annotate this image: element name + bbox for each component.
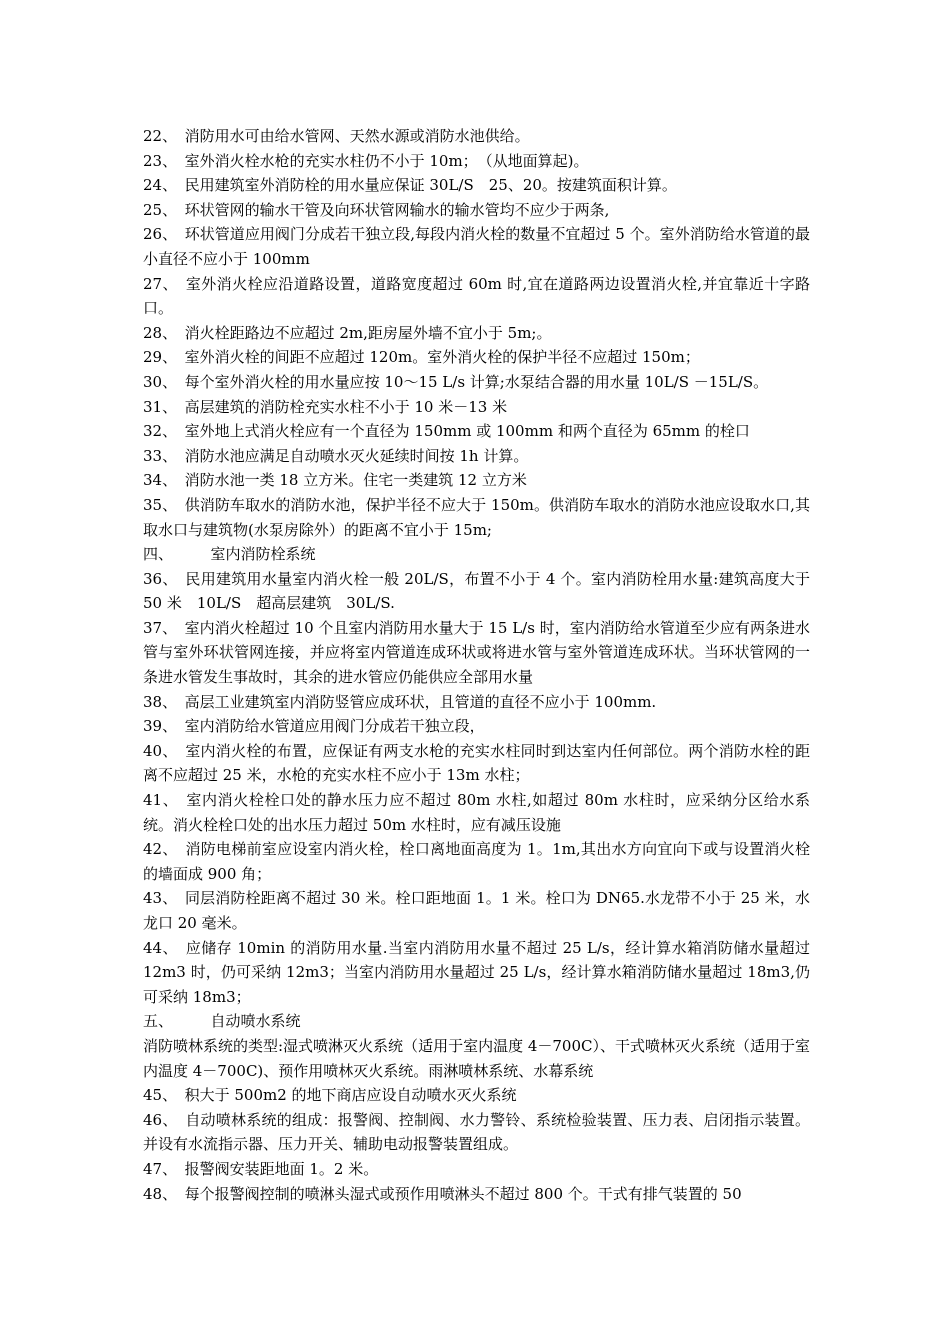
paragraph-24: 24、 民用建筑室外消防栓的用水量应保证 30L/S 25、20。按建筑面积计算。	[143, 176, 677, 195]
paragraph-23: 23、 室外消火栓水枪的充实水柱仍不小于 10m； （从地面算起)。	[143, 151, 589, 170]
section-heading-4: 四、 室内消防栓系统	[143, 545, 316, 564]
paragraph-sprinkler-types: 消防喷林系统的类型:湿式喷淋灭火系统（适用于室内温度 4－700C）、干式喷林灭火系统（适用于室内温度 4－700C)、预作用喷林灭火系统。雨淋喷林系统、水幕系统	[143, 1036, 810, 1080]
paragraph-40: 40、 室内消火栓的布置，应保证有两支水枪的充实水柱同时到达室内任何部位。两个消防水栓的距离不应超过 25 米，水枪的充实水柱不应小于 13m 水柱；	[143, 741, 810, 785]
paragraph-37: 37、 室内消火栓超过 10 个且室内消防用水量大于 15 L/s 时，室内消防给水管道至少应有两条进水管与室外环状管网连接，并应将室内管道连成环状或将进水管与室外管道连成环状。当环状管网的一条进水管发生事故时，其余的进水管应仍能供应全部用水量	[143, 618, 810, 687]
paragraph-45: 45、 积大于 500m2 的地下商店应设自动喷水灭火系统	[143, 1086, 517, 1105]
paragraph-26: 26、 环状管道应用阀门分成若干独立段,每段内消火栓的数量不宜超过 5 个。室外消防给水管道的最小直径不应小于 100mm	[143, 225, 810, 268]
paragraph-31: 31、 高层建筑的消防栓充实水柱不小于 10 米－13 米	[143, 397, 508, 416]
paragraph-34: 34、 消防水池一类 18 立方米。住宅一类建筑 12 立方米	[143, 471, 527, 490]
paragraph-47: 47、 报警阀安装距地面 1。2 米。	[143, 1159, 379, 1178]
paragraph-42: 42、 消防电梯前室应设室内消火栓，栓口离地面高度为 1。1m,其出水方向宜向下或与设置消火栓的墙面成 900 角；	[143, 840, 810, 883]
paragraph-46: 46、 自动喷林系统的组成：报警阀、控制阀、水力警铃、系统检验装置、压力表、启闭指示装置。并设有水流指示器、压力开关、辅助电动报警装置组成。	[143, 1110, 810, 1154]
paragraph-44: 44、 应储存 10min 的消防用水量.当室内消防用水量不超过 25 L/s，经计算水箱消防储水量超过 12m3 时，仍可采纳 12m3；当室内消防用水量超过 25 L/s，经计算水箱消防储水量超过 18m3,仍可采纳 18m3；	[143, 938, 810, 1006]
section-heading-5: 五、 自动喷水系统	[143, 1012, 301, 1031]
document-body	[143, 124, 810, 1206]
paragraph-43: 43、 同层消防栓距离不超过 30 米。栓口距地面 1。1 米。栓口为 DN65.水龙带不小于 25 米，水龙口 20 毫米。	[143, 889, 810, 932]
paragraph-39: 39、 室内消防给水管道应用阀门分成若干独立段，	[143, 717, 485, 736]
paragraph-25: 25、 环状管网的输水干管及向环状管网输水的输水管均不应少于两条,	[143, 200, 610, 219]
paragraph-22: 22、 消防用水可由给水管网、天然水源或消防水池供给。	[143, 127, 530, 145]
paragraph-35: 35、 供消防车取水的消防水池，保护半径不应大于 150m。供消防车取水的消防水池应设取水口,其取水口与建筑物(水泵房除外）的距离不宜小于 15m;	[143, 495, 810, 539]
paragraph-32: 32、 室外地上式消火栓应有一个直径为 150mm 或 100mm 和两个直径为 65mm 的栓口	[143, 422, 750, 441]
paragraph-33: 33、 消防水池应满足自动喷水灭火延续时间按 1h 计算。	[143, 446, 529, 465]
paragraph-36: 36、 民用建筑用水量室内消火栓一般 20L/S，布置不小于 4 个。室内消防栓用水量:建筑高度大于 50 米 10L/S 超高层建筑 30L/S.	[143, 569, 810, 613]
paragraph-27: 27、 室外消火栓应沿道路设置，道路宽度超过 60m 时,宜在道路两边设置消火栓,并宜靠近十字路口。	[143, 274, 810, 318]
paragraph-29: 29、 室外消火栓的间距不应超过 120m。室外消火栓的保护半径不应超过 150m；	[143, 348, 700, 367]
paragraph-28: 28、 消火栓距路边不应超过 2m,距房屋外墙不宜小于 5m;。	[143, 323, 552, 342]
paragraph-41: 41、 室内消火栓栓口处的静水压力应不超过 80m 水柱,如超过 80m 水柱时，应采纳分区给水系统。消火栓栓口处的出水压力超过 50m 水柱时，应有减压设施	[143, 791, 810, 834]
paragraph-48: 48、 每个报警阀控制的喷淋头湿式或预作用喷淋头不超过 800 个。干式有排气装置的 50	[143, 1184, 742, 1203]
paragraph-38: 38、 高层工业建筑室内消防竖管应成环状，且管道的直径不应小于 100mm.	[143, 692, 657, 711]
paragraph-30: 30、 每个室外消火栓的用水量应按 10～15 L/s 计算;水泵结合器的用水量 10L/S －15L/S。	[143, 372, 769, 391]
